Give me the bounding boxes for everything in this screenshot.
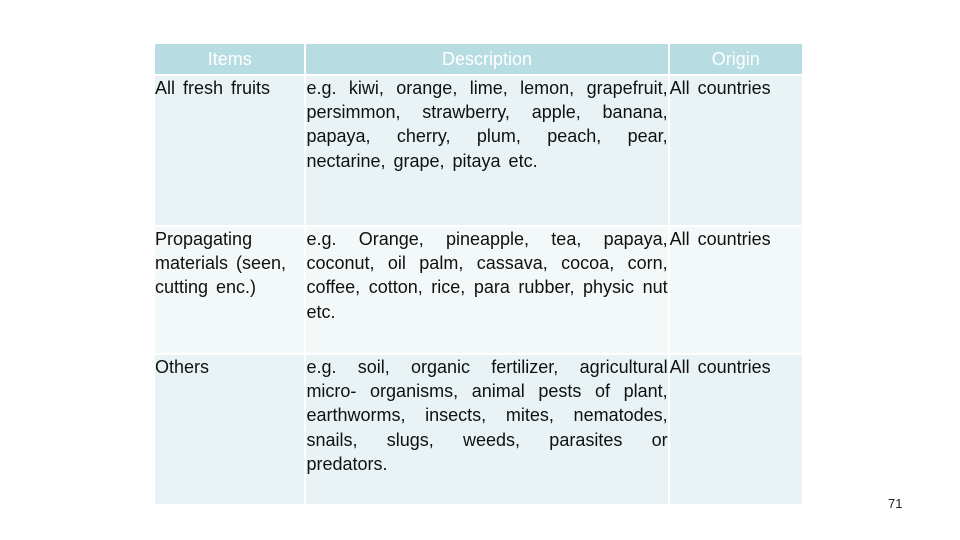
table-header-row xyxy=(155,44,804,76)
page-number: 71 xyxy=(888,496,903,511)
cell-item: Propagating materials (seen, cutting enc.) xyxy=(155,227,306,355)
cell-origin: All countries xyxy=(670,227,804,355)
header-items: Items xyxy=(155,44,306,76)
cell-description: e.g. kiwi, orange, lime, lemon, grapefruit, persimmon, strawberry, apple, banana, papaya, cherry, plum, peach, pear, nectarine, grape, pitaya etc. xyxy=(306,76,669,227)
header-description: Description xyxy=(306,44,669,76)
cell-description: e.g. soil, organic fertilizer, agricultural micro- organisms, animal pests of plant, earthworms, insects, mites, nematodes, snails, slugs, weeds, parasites or predators. xyxy=(306,355,669,506)
table-row xyxy=(155,227,804,355)
items-table xyxy=(155,44,804,506)
table-row xyxy=(155,355,804,506)
cell-description: e.g. Orange, pineapple, tea, papaya, coconut, oil palm, cassava, cocoa, corn, coffee, cotton, rice, para rubber, physic nut etc. xyxy=(306,227,669,355)
cell-origin: All countries xyxy=(670,76,804,227)
cell-item: All fresh fruits xyxy=(155,76,306,227)
cell-origin: All countries xyxy=(670,355,804,506)
header-origin: Origin xyxy=(670,44,804,76)
table-row xyxy=(155,76,804,227)
cell-item: Others xyxy=(155,355,306,506)
